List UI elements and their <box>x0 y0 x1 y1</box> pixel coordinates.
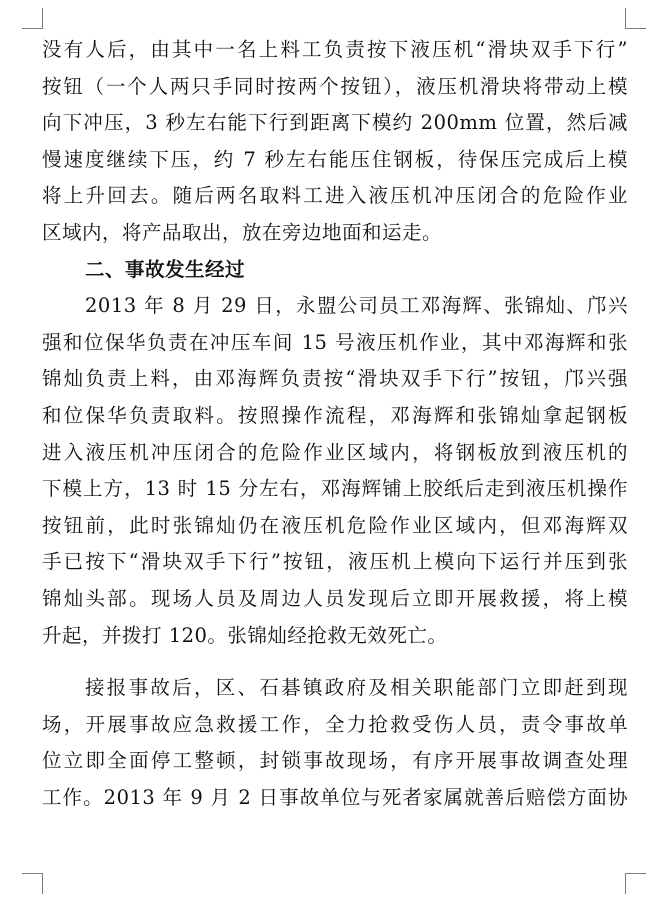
paragraph-accident-course <box>42 288 628 654</box>
text-line: 慢速度继续下压，约 7 秒左右能压住钢板，待保压完成后上模 <box>42 147 628 171</box>
text-line: 强和位保华负责在冲压车间 15 号液压机作业，其中邓海辉和张 <box>42 330 628 354</box>
paragraph-gap <box>42 654 628 670</box>
paragraph-process-description <box>42 32 628 252</box>
text-line: 手已按下“滑块双手下行”按钮，液压机上模向下运行并压到张 <box>42 550 628 574</box>
text-line: 进入液压机冲压闭合的危险作业区域内，将钢板放到液压机的 <box>42 440 628 464</box>
text-line: 位立即全面停工整顿，封锁事故现场，有序开展事故调查处理 <box>42 749 628 773</box>
crop-mark-top-left <box>22 8 43 29</box>
text-line: 升起，并拨打 120。张锦灿经抢救无效死亡。 <box>42 623 448 647</box>
text-line: 将上升回去。随后两名取料工进入液压机冲压闭合的危险作业 <box>42 184 628 208</box>
text-line: 和位保华负责取料。按照操作流程，邓海辉和张锦灿拿起钢板 <box>42 403 628 427</box>
section-heading: 二、事故发生经过 <box>85 257 246 281</box>
text-line: 2013 年 8 月 29 日，永盟公司员工邓海辉、张锦灿、邝兴 <box>85 294 628 318</box>
paragraph-emergency-response <box>42 670 628 816</box>
crop-mark-bottom-left <box>22 873 43 894</box>
text-line: 场，开展事故应急救援工作，全力抢救受伤人员，责令事故单 <box>42 712 628 736</box>
text-line: 向下冲压，3 秒左右能下行到距离下模约 200mm 位置，然后减 <box>42 111 628 135</box>
crop-mark-bottom-right <box>625 873 646 894</box>
text-line: 下模上方，13 时 15 分左右，邓海辉铺上胶纸后走到液压机操作 <box>42 477 628 501</box>
text-line: 没有人后，由其中一名上料工负责按下液压机“滑块双手下行” <box>42 38 628 61</box>
crop-mark-top-right <box>625 8 646 29</box>
text-line: 接报事故后，区、石碁镇政府及相关职能部门立即赶到现 <box>85 676 628 700</box>
text-line: 锦灿负责上料，由邓海辉负责按“滑块双手下行”按钮，邝兴强 <box>42 367 628 391</box>
text-line: 按钮前，此时张锦灿仍在液压机危险作业区域内，但邓海辉双 <box>42 513 628 537</box>
text-line: 区域内，将产品取出，放在旁边地面和运走。 <box>42 220 443 244</box>
text-line: 锦灿头部。现场人员及周边人员发现后立即开展救援，将上模 <box>42 586 628 610</box>
text-line: 工作。2013 年 9 月 2 日事故单位与死者家属就善后赔偿方面协 <box>42 785 628 809</box>
document-body <box>42 32 628 816</box>
text-line: 按钮（一个人两只手同时按两个按钮），液压机滑块将带动上模 <box>42 74 628 98</box>
